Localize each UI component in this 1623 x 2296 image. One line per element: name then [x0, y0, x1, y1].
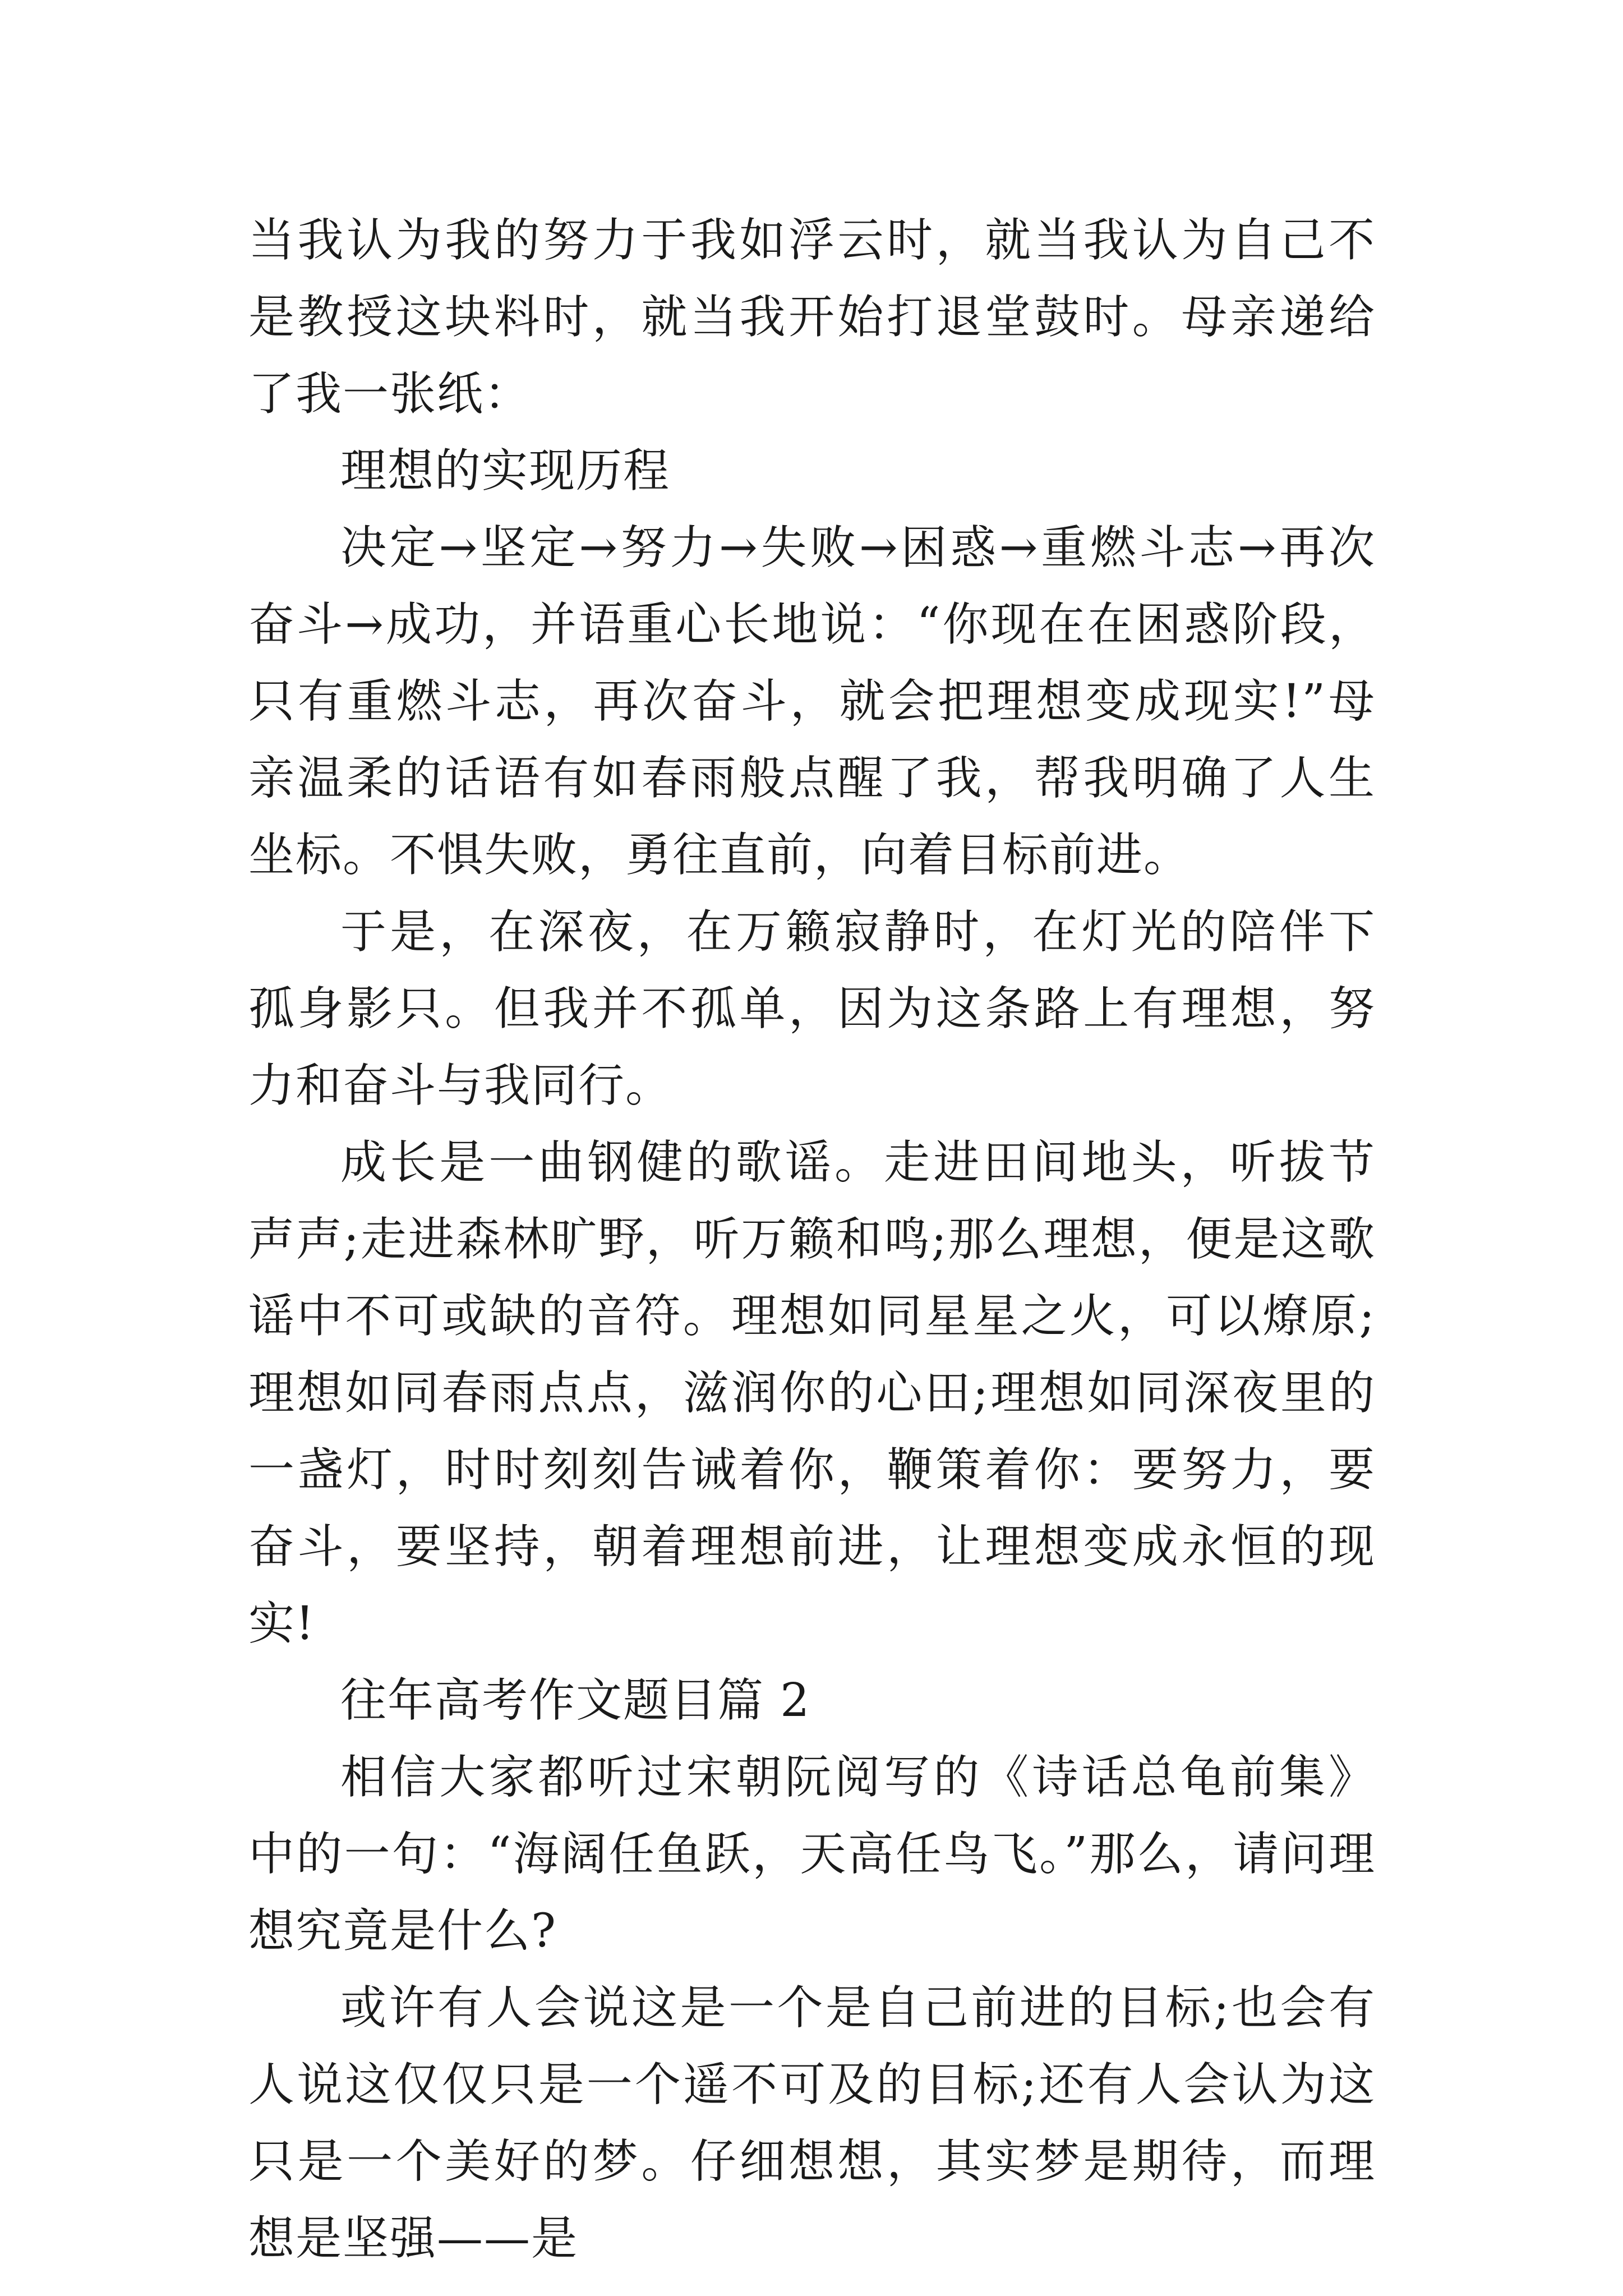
paragraph: 或许有人会说这是一个是自己前进的目标;也会有人说这仅仅只是一个遥不可及的目标;还有人会认为这只是一个美好的梦。仔细想想，其实梦是期待，而理想是坚强——是 [248, 1981, 1376, 2265]
body-text [248, 202, 1376, 2277]
paragraph: 当我认为我的努力于我如浮云时，就当我认为自己不是教授这块料时，就当我开始打退堂鼓时。母亲递给了我一张纸： [248, 214, 1376, 421]
essay-title: 往年高考作文题目篇 2 [340, 1674, 811, 1727]
paragraph: 决定→坚定→努力→失败→困惑→重燃斗志→再次奋斗→成功，并语重心长地说：“你现在在困惑阶段，只有重燃斗志，再次奋斗，就会把理想变成现实!”母亲温柔的话语有如春雨般点醒了我，帮我明确了人生坐标。不惧失败，勇往直前，向着目标前进。 [248, 521, 1376, 882]
paragraph: 成长是一曲钢健的歌谣。走进田间地头，听拔节声声;走进森林旷野，听万籁和鸣;那么理想，便是这歌谣中不可或缺的音符。理想如同星星之火，可以燎原;理想如同春雨点点，滋润你的心田;理想如同深夜里的一盏灯，时时刻刻告诫着你，鞭策着你：要努力，要奋斗，要坚持，朝着理想前进，让理想变成永恒的现实! [248, 1136, 1376, 1650]
paragraph: 相信大家都听过宋朝阮阅写的《诗话总龟前集》中的一句：“海阔任鱼跃，天高任鸟飞。”那么，请问理想究竟是什么? [248, 1751, 1376, 1958]
paragraph: 于是，在深夜，在万籁寂静时，在灯光的陪伴下孤身影只。但我并不孤单，因为这条路上有理想，努力和奋斗与我同行。 [248, 905, 1376, 1112]
section-heading: 理想的实现历程 [340, 444, 671, 498]
